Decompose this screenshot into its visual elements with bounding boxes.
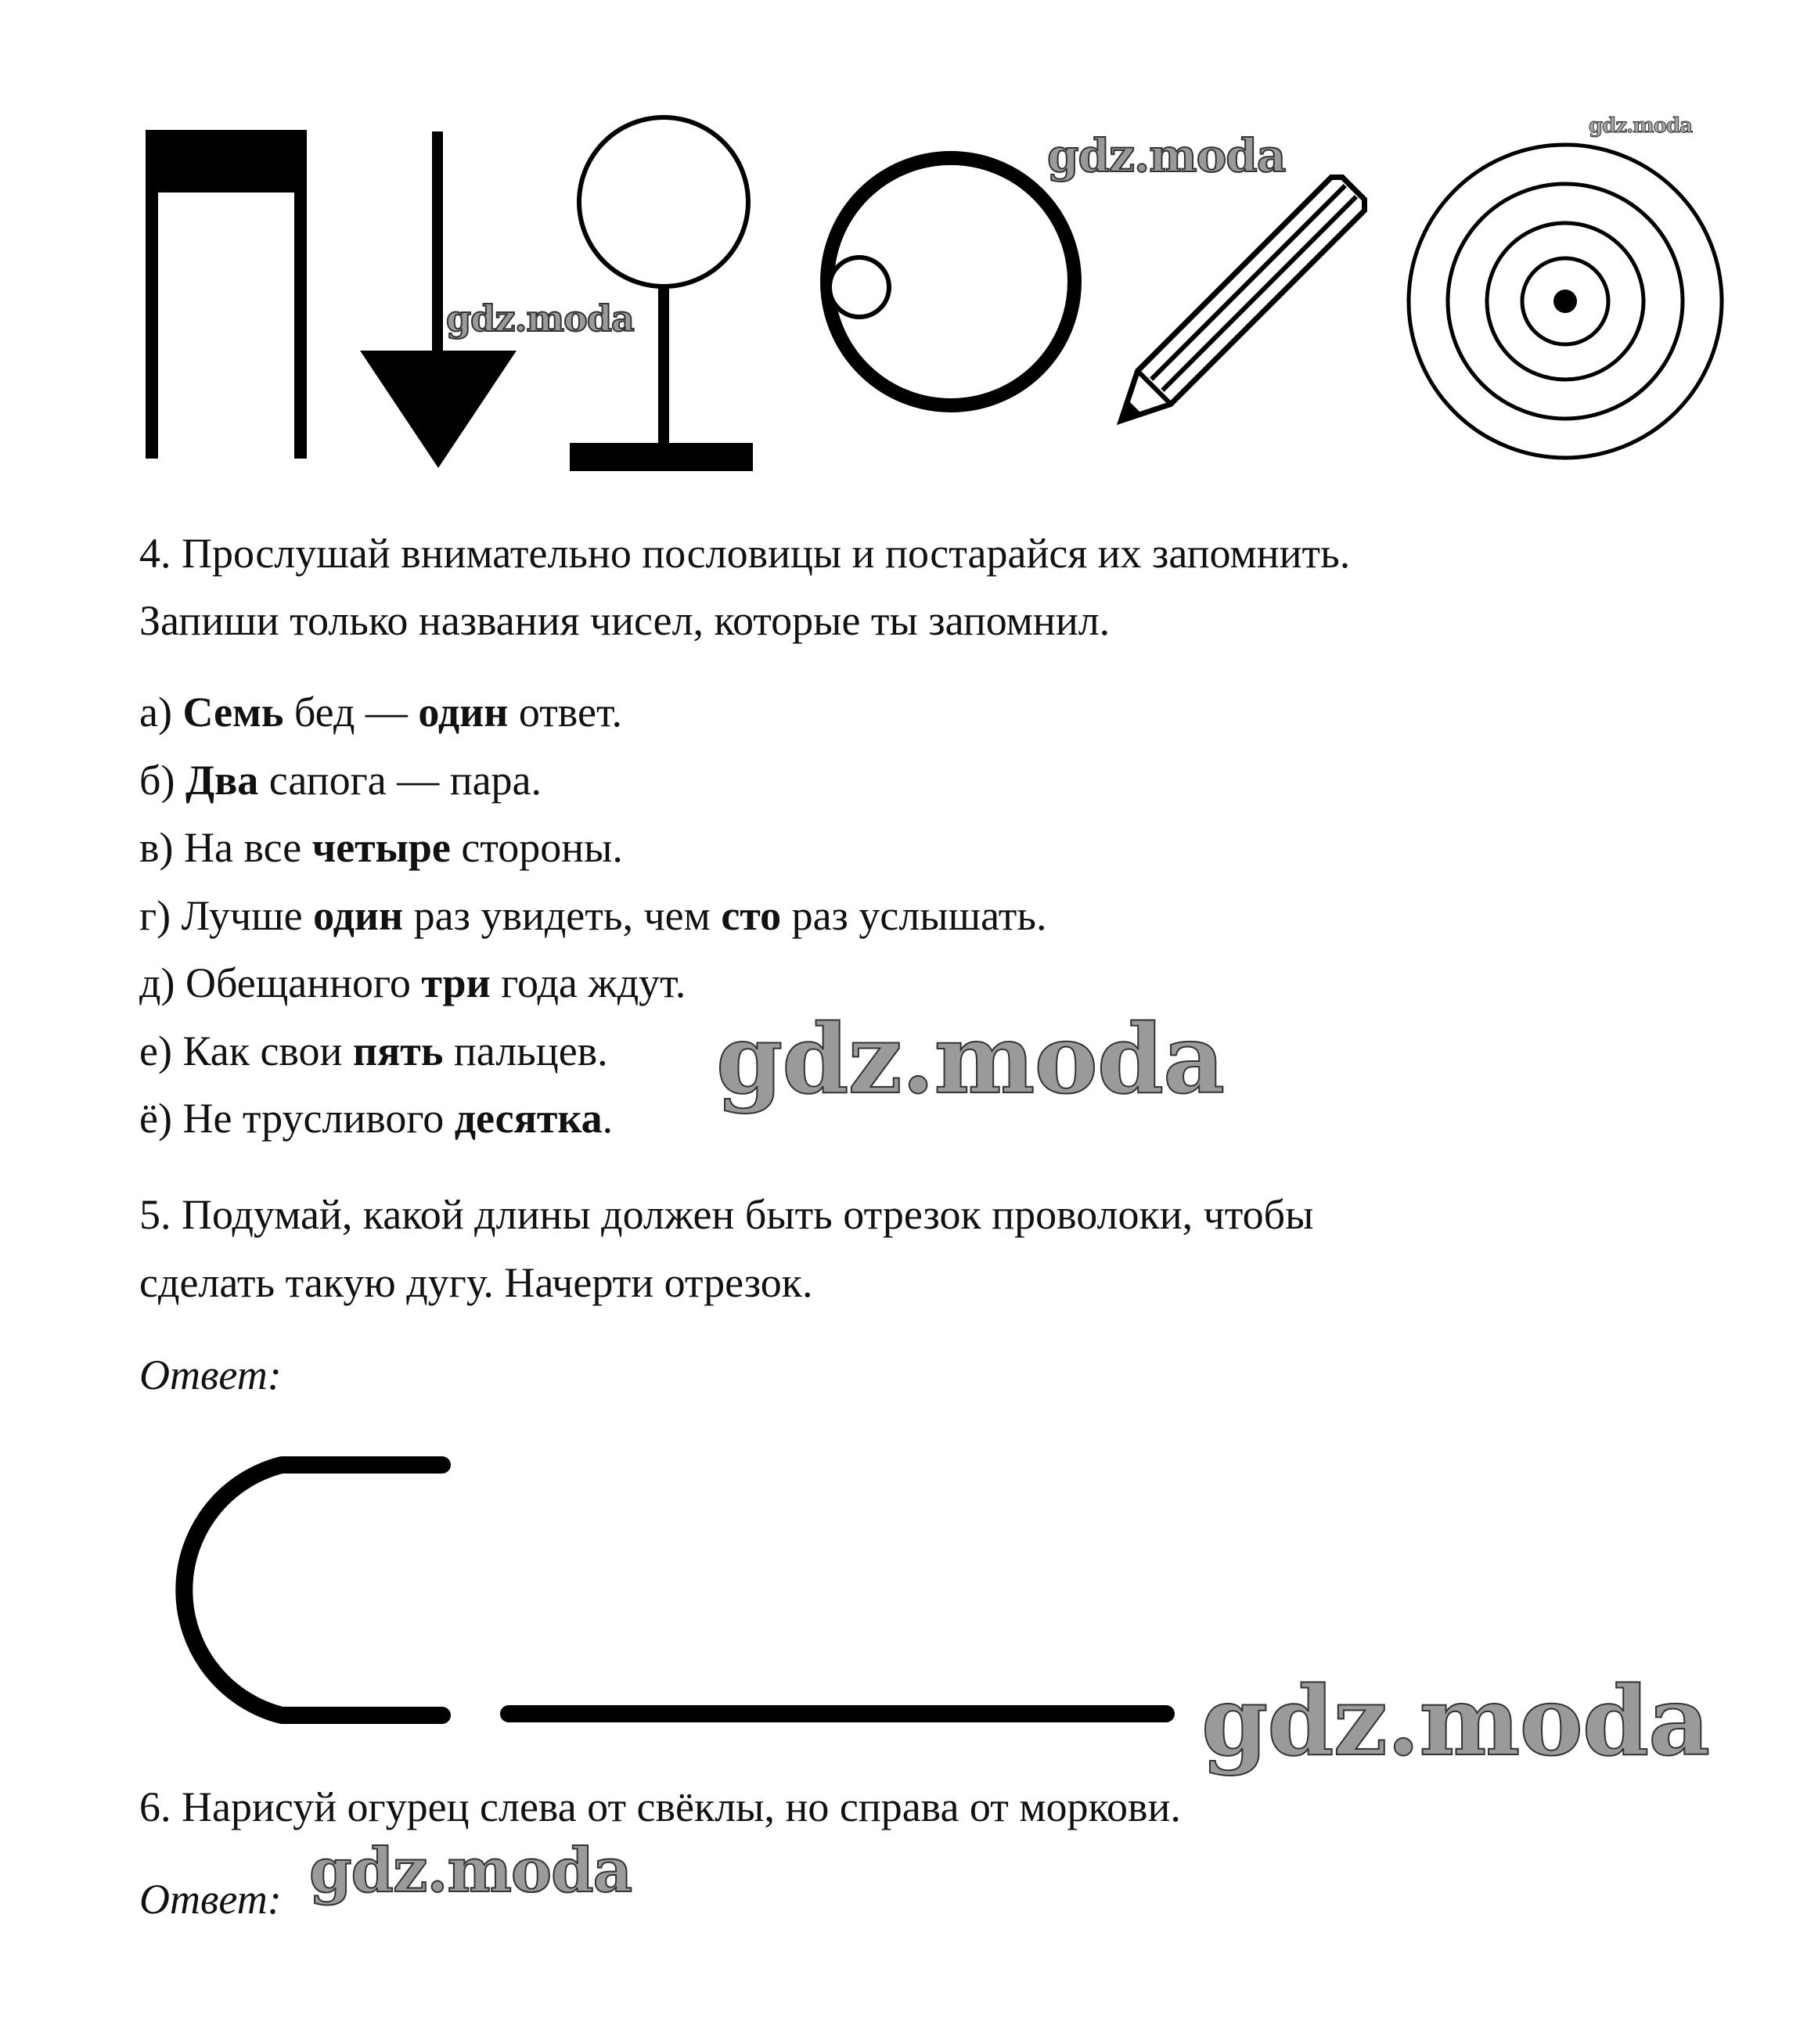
- task4-line1: 4. Прослушай внимательно пословицы и постарайся их запомнить.: [139, 530, 1351, 577]
- proverb-item: [139, 826, 623, 869]
- figure-circle-on-stand: [563, 110, 759, 477]
- figure-gate: [141, 125, 313, 470]
- proverb-letter: е): [139, 1027, 183, 1074]
- proverb-text: года ждут.: [490, 959, 686, 1006]
- number-word: десятка: [454, 1095, 603, 1142]
- number-word: один: [313, 891, 404, 939]
- proverb-text: Не трусливого: [182, 1095, 455, 1142]
- proverb-text: бед —: [283, 689, 419, 736]
- proverb-letter: б): [139, 756, 185, 804]
- proverb-letter: д): [139, 959, 185, 1006]
- proverb-text: ответ.: [508, 689, 622, 736]
- watermark: gdz.moda: [1047, 129, 1286, 182]
- proverb-text: Обещанного: [185, 959, 422, 1006]
- number-word: три: [421, 959, 491, 1006]
- number-word: четыре: [311, 824, 451, 871]
- proverb-letter: в): [139, 824, 184, 871]
- proverb-text: раз услышать.: [781, 891, 1047, 939]
- number-word: один: [418, 689, 509, 736]
- proverb-item: [139, 959, 686, 1006]
- proverb-item: [139, 1027, 608, 1074]
- wire-arc: [133, 1440, 462, 1737]
- number-word: Семь: [182, 689, 284, 736]
- proverb-item: [139, 1095, 614, 1142]
- proverb-text: стороны.: [450, 824, 623, 871]
- proverb-text: раз увидеть, чем: [403, 891, 722, 939]
- proverb-text: пальцев.: [443, 1027, 608, 1074]
- proverb-item: [139, 891, 1047, 939]
- wire-segment: [501, 1698, 1182, 1729]
- answer-label: Ответ:: [139, 1351, 282, 1398]
- proverb-text: сапога — пара.: [258, 756, 542, 804]
- proverb-item: [139, 756, 542, 804]
- watermark: gdz.moda: [446, 297, 634, 340]
- task6-line1: 6. Нарисуй огурец слева от свёклы, но справа от моркови.: [139, 1783, 1181, 1830]
- proverb-text: Как свои: [182, 1027, 353, 1074]
- pencil-icon: [1103, 149, 1393, 438]
- task5-line2: сделать такую дугу. Начерти отрезок.: [139, 1259, 813, 1306]
- watermark: gdz.moda: [1589, 114, 1693, 138]
- watermark: gdz.moda: [1201, 1664, 1710, 1777]
- task4-line2: Запиши только названия чисел, которые ты запомнил.: [139, 597, 1111, 644]
- proverb-letter: а): [139, 689, 183, 736]
- proverb-text: На все: [183, 824, 312, 871]
- proverb-text: Лучше: [181, 891, 314, 939]
- proverb-letter: ё): [139, 1095, 183, 1142]
- proverb-letter: г): [139, 891, 182, 939]
- figure-target: [1401, 137, 1730, 466]
- watermark: gdz.moda: [309, 1835, 632, 1906]
- task5-line1: 5. Подумай, какой длины должен быть отрезок проволоки, чтобы: [139, 1191, 1314, 1238]
- answer-label: Ответ:: [139, 1876, 282, 1923]
- proverb-text: .: [602, 1095, 614, 1142]
- number-word: сто: [721, 891, 782, 939]
- watermark: gdz.moda: [716, 1002, 1225, 1115]
- number-word: Два: [185, 756, 259, 804]
- proverb-item: [139, 689, 622, 736]
- number-word: пять: [352, 1027, 444, 1074]
